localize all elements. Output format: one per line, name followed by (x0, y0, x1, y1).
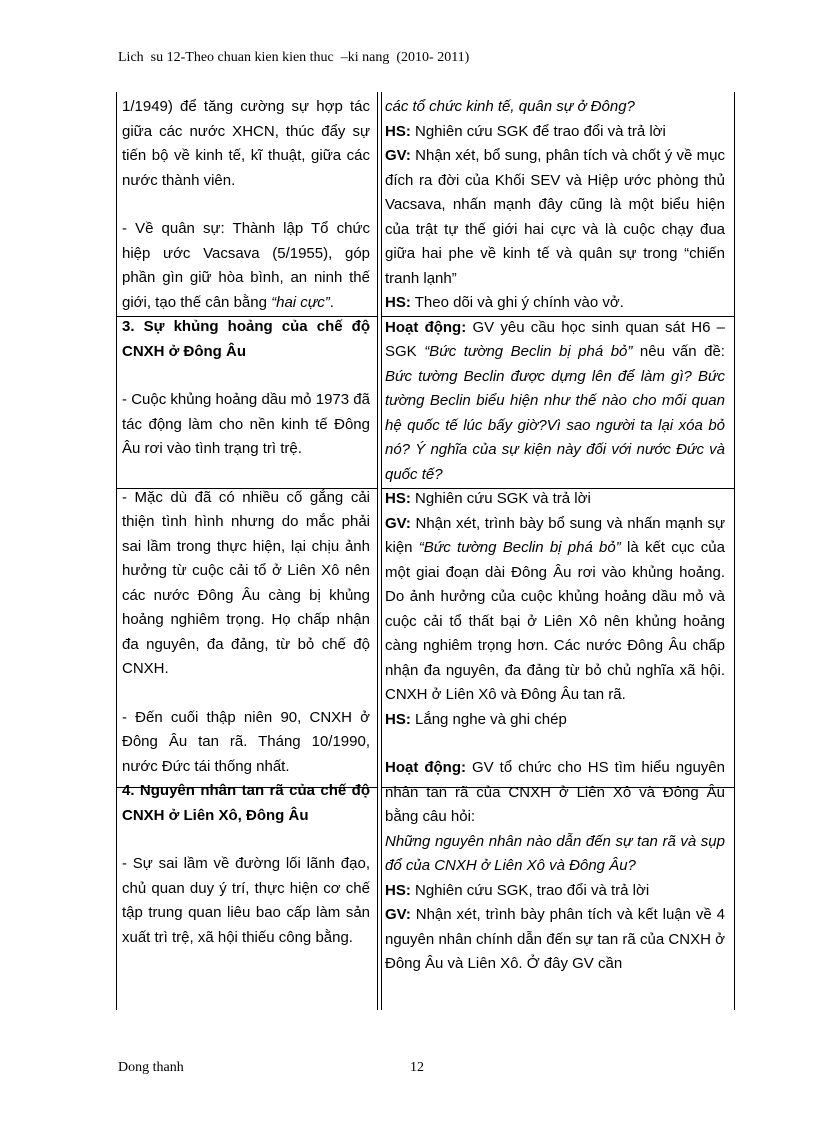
text-run: GV tổ chức cho HS tìm hiểu nguyên nhân tan rã của CNXH ở Liên Xô và Đông Âu bằng câu hỏi: (385, 759, 725, 825)
hs-line (385, 708, 725, 733)
question-text: Những nguyên nhân nào dẫn đến sự tan rã và sụp đổ của CNXH ở Liên Xô và Đông Âu? (385, 832, 725, 874)
text-run: Nghiên cứu SGK và trả lời (410, 490, 591, 507)
text-run: nêu vấn đề: (632, 343, 725, 360)
content-paragraph: 1/1949) để tăng cường sự hợp tác giữa các nước XHCN, thúc đẩy sự tiến bộ về kinh tế, kĩ thuật, giữa các nước thành viên. (122, 98, 370, 189)
page-header: Lich su 12-Theo chuan kien kien thuc –ki nang (2010- 2011) (118, 50, 470, 65)
section-heading-4: 4. Nguyên nhân tan rã của chế độ CNXH ở Liên Xô, Đông Âu (122, 782, 370, 824)
table-divider-left (377, 92, 378, 1010)
table-border-right (734, 92, 735, 1010)
text-run: Lắng nghe và ghi chép (410, 710, 567, 728)
gv-label: GV: (385, 147, 411, 164)
content-paragraph: - Sự sai lầm về đường lối lãnh đạo, chủ quan duy ý trí, thực hiện cơ chế tập trung quan liêu bao cấp làm sản xuất trì trệ, xã hội thiếu công bằng. (122, 855, 370, 946)
gv-line (385, 903, 725, 977)
footer-author: Dong thanh (118, 1060, 184, 1075)
text-run: Nhận xét, bổ sung, phân tích và chốt ý về mục đích ra đời của Khối SEV và Hiệp ước phòng thủ Vacsava, nhấn mạnh đây cũng là một biểu hiện của trật tự thế giới hai cực và là cuộc chạy đua giữa hai phe về kinh tế và quân sự trong “chiến tranh lạnh” (385, 147, 725, 287)
text-run: Nghiên cứu SGK để trao đổi và trả lời (410, 122, 666, 140)
hs-label: HS: (385, 490, 411, 507)
content-paragraph: - Mặc dù đã có nhiều cố gắng cải thiện tình hình nhưng do mắc phải sai lầm trong thực hiện, lại chịu ảnh hưởng từ cuộc cải tổ ở Liên Xô nên các nước Đông Âu càng bị khủng hoảng nghiêm trọng. Họ chấp nhận đa nguyên, đa đảng, từ bỏ chế độ CNXH. (122, 488, 370, 677)
table-border-left (116, 92, 117, 1010)
right-column (385, 95, 725, 977)
question-line (385, 830, 725, 879)
table-divider-right (381, 92, 382, 1010)
emphasis-text: “Bức tường Beclin bị phá bỏ” (424, 343, 633, 360)
gv-line (385, 512, 725, 708)
gv-label: GV: (385, 514, 411, 532)
gv-label: GV: (385, 906, 411, 923)
gv-line (385, 144, 725, 291)
text-run: . (329, 293, 334, 311)
question-text: các tổ chức kinh tế, quân sự ở Đông? (385, 98, 635, 115)
text-run: Nhận xét, trình bày phân tích và kết luận về 4 nguyên nhân chính dẫn đến sự tan rã của CNXH ở Đông Âu và Liên Xô. Ở đây GV cần (385, 906, 725, 972)
emphasis-text: “Bức tường Beclin bị phá bỏ” (418, 539, 621, 556)
activity-line (385, 756, 725, 830)
question-line (385, 95, 725, 120)
activity-label: Hoạt động: (385, 318, 467, 336)
page-number: 12 (410, 1060, 424, 1075)
hs-label: HS: (385, 294, 411, 311)
content-paragraph: - Cuộc khủng hoảng dầu mỏ 1973 đã tác động làm cho nền kinh tế Đông Âu rơi vào tình trạng trì trệ. (122, 391, 370, 457)
text-run: Nhận xét, trình bày bổ sung và nhấn mạnh sự kiện (385, 514, 725, 556)
hs-line (385, 120, 725, 145)
hs-label: HS: (385, 881, 411, 899)
hs-line (385, 487, 725, 512)
emphasis-text: “hai cực” (271, 293, 330, 311)
hs-label: HS: (385, 710, 411, 728)
activity-line (385, 316, 725, 488)
text-run: là kết cục của một giai đoạn dài Đông Âu rơi vào khủng hoảng. Do ảnh hưởng của cuộc khủng hoảng dầu mỏ và cuộc cải tổ thất bại ở Liên Xô nên khủng hoảng càng nghiêm trọng hơn. Các nước Đông Âu chấp nhận đa nguyên, đa đảng từ bỏ chủ nghĩa xã hội. CNXH ở Liên Xô và Đông Âu tan rã. (385, 539, 725, 703)
text-run: Nghiên cứu SGK, trao đổi và trả lời (410, 881, 650, 899)
text-run: - Về quân sự: Thành lập Tổ chức hiệp ước Vacsava (5/1955), góp phần gìn giữ hòa bình, an ninh thế giới, tạo thế cân bằng (122, 220, 370, 311)
hs-line (385, 291, 725, 316)
military-paragraph (122, 217, 370, 315)
left-column (122, 95, 370, 950)
hs-label: HS: (385, 122, 411, 140)
content-paragraph: - Đến cuối thập niên 90, CNXH ở Đông Âu tan rã. Tháng 10/1990, nước Đức tái thống nhất. (122, 708, 370, 775)
activity-label: Hoạt động: (385, 759, 466, 776)
section-heading-3: 3. Sự khủng hoảng của chế độ CNXH ở Đông Âu (122, 318, 370, 360)
text-run: GV yêu cầu học sinh quan sát H6 – SGK (385, 318, 725, 360)
text-run: Theo dõi và ghi ý chính vào vở. (410, 294, 624, 311)
hs-line (385, 879, 725, 904)
question-text: Bức tường Beclin được dựng lên để làm gì? Bức tường Beclin biểu hiện như thế nào cho mối quan hệ quốc tế lúc bấy giờ?Vì sao người ta lại xóa bỏ nó? Ý nghĩa của sự kiện này đối với nước Đức và quốc tế? (385, 367, 725, 483)
